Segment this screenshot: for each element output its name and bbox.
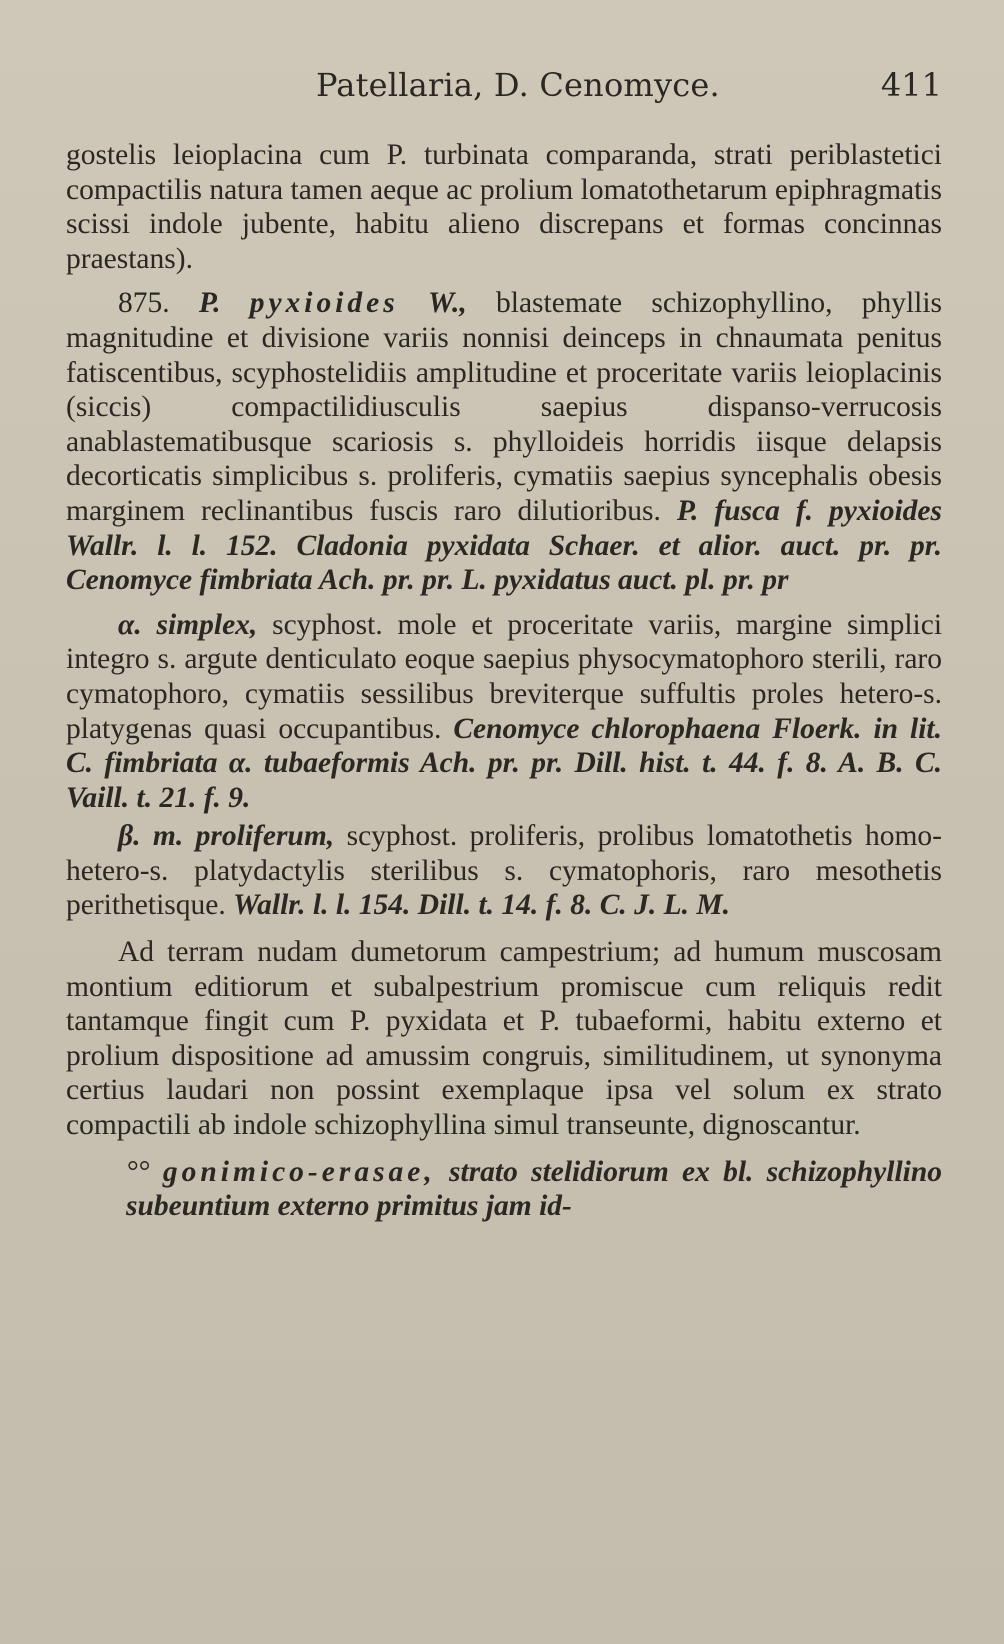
subsection-heading — [66, 1155, 942, 1224]
page-number: 411 — [880, 66, 942, 104]
entry-author: W., — [427, 287, 467, 320]
variety-beta-references: Wallr. l. l. 154. Dill. t. 14. f. 8. C. J. L. M. — [233, 889, 731, 922]
page-body — [66, 138, 942, 1224]
variety-alpha-references: Cenomyce chlorophaena Floerk. in lit. C. fimbriata α. tubaeformis Ach. pr. pr. Dill. hist. t. 44. f. 8. A. B. C. Vaill. t. 21. f. 9. — [66, 712, 942, 814]
continued-paragraph: gostelis leioplacina cum P. turbinata comparanda, strati periblastetici compactilis natura tamen aeque ac prolium lomatothetarum epiphragmatis scissi indole jubente, habitu alieno discrepans et formas concinnas praestans). — [66, 139, 942, 275]
variety-beta-description: scyphost. proliferis, prolibus lomatothetis homo-hetero-s. platydactylis sterilibus s. cymatophoris, raro mesothetis perithetisque. — [66, 820, 942, 922]
entry-description: blastemate schizophyllino, phyllis magnitudine et divisione variis nonnisi deinceps in chnaumata penitus fatiscentibus, scyphostelidiis amplitudine et proceritate variis leioplacinis (siccis) compactilidiusculis saepius dispanso-verrucosis anablastematibusque scariosis s. phylloideis horridis iisque delapsis decorticatis simplicibus s. proliferis, cymatiis saepius syncephalis obesis marginem reclinantibus fuscis raro dilutioribus. — [66, 287, 943, 527]
species-entry — [66, 286, 942, 597]
variety-alpha-description: scyphost. mole et proceritate variis, margine simplici integro s. argute denticulato eoque saepius physocymatophoro sterili, raro cymatophoro, cymatiis sessilibus breviterque suffultis proles hetero-s. platygenas quasi occupantibus. — [66, 608, 943, 745]
running-title: Patellaria, D. Cenomyce. — [316, 66, 720, 104]
synonym-1: P. fusca f. pyxioides Wallr. l. l. 152. — [66, 494, 942, 562]
variety-alpha — [66, 608, 942, 816]
variety-alpha-label: α. simplex, — [118, 608, 258, 641]
synonym-3: Cenomyce fimbriata Ach. pr. pr. — [66, 564, 455, 597]
synonym-2: Cladonia pyxidata Schaer. et alior. auct. pr. pr. — [296, 529, 942, 562]
entry-genus: P. — [198, 287, 221, 320]
variety-beta-label: β. m. proliferum, — [118, 820, 335, 853]
subsection-name: gonimico-erasae, — [162, 1155, 436, 1188]
synonym-4: L. pyxidatus auct. pl. pr. pr — [461, 564, 789, 597]
entry-number: 875. — [118, 287, 170, 320]
habitat-paragraph: Ad terram nudam dumetorum campestrium; ad humum muscosam montium editiorum et subalpestrium promiscue cum reliquis redit tantamque fingit cum P. pyxidata et P. tubaeformi, habitu externo et prolium dispositione ad amussim congruis, similitudinem, ut synonyma certius laudari non possint exemplaque ipsa vel solum ex strato compactili ab indole schizophyllina simul transeunte, dignoscantur. — [66, 936, 942, 1142]
running-header — [0, 66, 1004, 110]
subsection-marker: °° — [126, 1155, 150, 1188]
entry-species: pyxioides — [249, 287, 399, 320]
variety-beta — [66, 819, 942, 923]
subsection-text: strato stelidiorum ex bl. schizophyllino subeuntium externo primitus jam id- — [126, 1155, 943, 1223]
